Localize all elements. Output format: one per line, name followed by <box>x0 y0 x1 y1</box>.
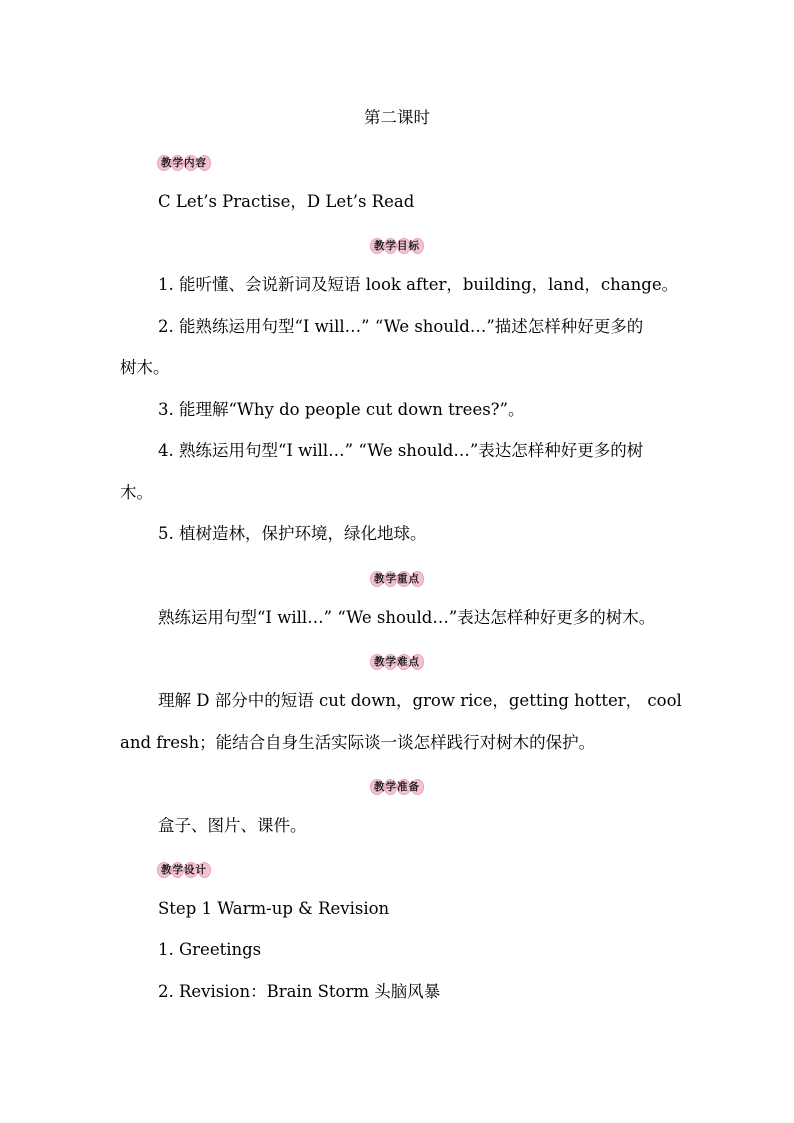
section-label-preparation: 教学准备 <box>0 775 794 795</box>
page-title: 第二课时 <box>364 108 430 127</box>
objective-2-line-1: 2. 能熟练运用句型“I will…” “We should…”描述怎样种好更多的 <box>158 317 644 336</box>
objective-1: 1. 能听懂、会说新词及短语 look after，building，land，change。 <box>158 275 679 294</box>
key-points-text: 熟练运用句型“I will…” “We should…”表达怎样种好更多的树木。 <box>158 608 656 627</box>
preparation-text: 盒子、图片、课件。 <box>158 816 307 835</box>
section-label-content: 教学内容 <box>0 151 794 171</box>
design-step-1: Step 1 Warm-up & Revision <box>158 899 390 918</box>
content-text: C Let’s Practise，D Let’s Read <box>158 192 415 211</box>
section-label-difficulties: 教学难点 <box>0 650 794 670</box>
objective-4-line-1: 4. 熟练运用句型“I will…” “We should…”表达怎样种好更多的树 <box>158 441 644 460</box>
section-label-key-points: 教学重点 <box>0 567 794 587</box>
section-label-design: 教学设计 <box>0 858 794 878</box>
section-label-objectives: 教学目标 <box>0 234 794 254</box>
design-item-2: 2. Revision：Brain Storm 头脑风暴 <box>158 982 441 1001</box>
difficulties-line-2: and fresh；能结合自身生活实际谈一谈怎样践行对树木的保护。 <box>120 733 596 752</box>
objective-4-line-2: 木。 <box>120 483 153 502</box>
objective-5: 5. 植树造林，保护环境，绿化地球。 <box>158 524 427 543</box>
difficulties-line-1: 理解 D 部分中的短语 cut down，grow rice，getting hotter， cool <box>158 691 682 710</box>
design-item-1: 1. Greetings <box>158 940 262 959</box>
objective-3: 3. 能理解“Why do people cut down trees?”。 <box>158 400 525 419</box>
objective-2-line-2: 树木。 <box>120 358 170 377</box>
